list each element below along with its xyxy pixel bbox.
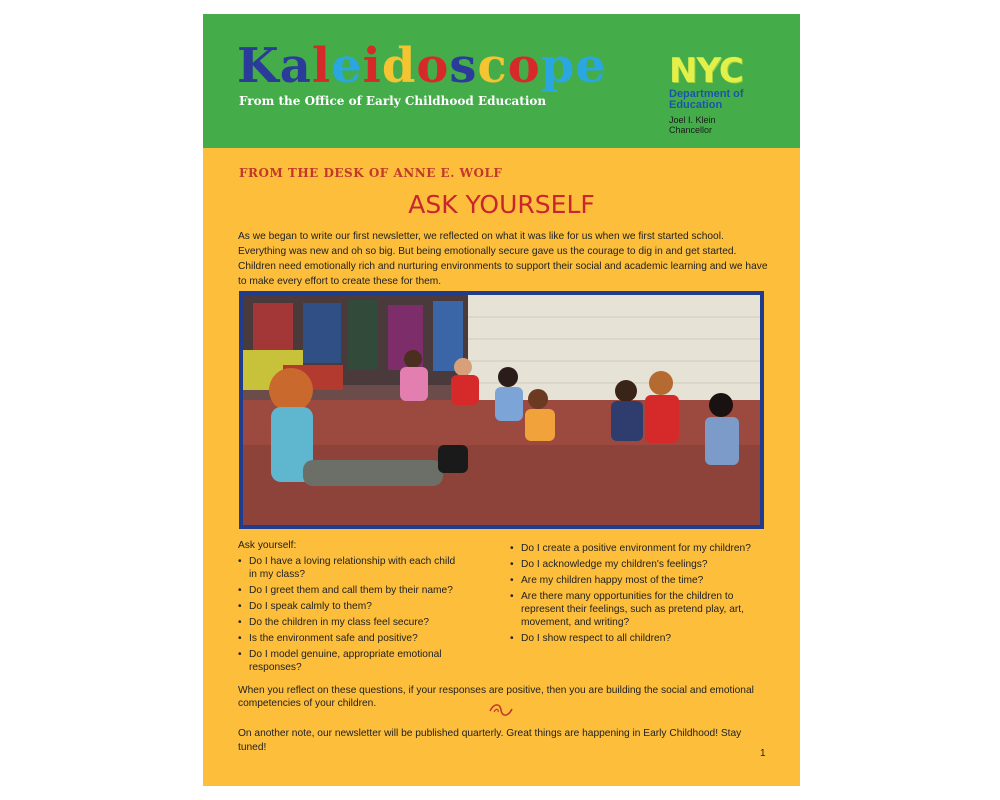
chancellor-info <box>669 115 779 135</box>
question-item: • Do I greet them and call them by their name? <box>238 584 463 597</box>
tagline: From the Office of Early Childhood Education <box>239 94 547 108</box>
masthead <box>203 14 800 148</box>
questions-left-list <box>238 555 463 677</box>
question-item: • Do I acknowledge my children's feelings? <box>510 558 768 571</box>
question-item: • Do the children in my class feel secure? <box>238 616 463 629</box>
classroom-photo-illustration <box>243 295 760 525</box>
questions-right-list <box>510 542 768 648</box>
flourish-ornament-icon <box>488 703 514 717</box>
question-item: • Do I show respect to all children? <box>510 632 768 645</box>
brand-letter: s <box>449 38 478 94</box>
newsletter-page <box>203 14 800 786</box>
brand-letter: e <box>575 38 607 94</box>
brand-letter: o <box>416 38 450 94</box>
closing-note: On another note, our newsletter will be published quarterly. Great things are happening in Early Childhood! Stay tuned! <box>238 728 742 753</box>
questions-section <box>238 539 768 673</box>
nyc-logo: NYC <box>669 51 743 91</box>
brand-letter: i <box>362 38 382 94</box>
question-item: • Do I create a positive environment for my children? <box>510 542 768 555</box>
desk-byline: FROM THE DESK OF ANNE E. WOLF <box>239 166 503 180</box>
classroom-photo <box>239 291 764 529</box>
question-item: • Do I speak calmly to them? <box>238 600 463 613</box>
closing-paragraph: When you reflect on these questions, if your responses are positive, then you are building the social and emotional competencies of your children. <box>238 685 754 709</box>
question-item: • Are my children happy most of the time? <box>510 574 768 587</box>
article-headline: ASK YOURSELF <box>408 190 595 219</box>
brand-letter: K <box>237 38 280 94</box>
kaleidoscope-logo <box>237 38 607 94</box>
chancellor-title: Chancellor <box>669 125 713 135</box>
question-item: • Do I have a loving relationship with each child in my class? <box>238 555 463 581</box>
brand-letter: l <box>311 38 332 94</box>
questions-lead: Ask yourself: <box>238 540 297 551</box>
question-item: • Do I model genuine, appropriate emotional responses? <box>238 648 463 674</box>
question-item: • Is the environment safe and positive? <box>238 632 463 645</box>
brand-letter: c <box>477 38 508 94</box>
brand-letter: e <box>331 38 363 94</box>
brand-letter: a <box>279 38 312 94</box>
brand-letter: d <box>381 38 417 94</box>
department-name: Department of Education <box>669 88 744 111</box>
intro-paragraph: As we began to write our first newsletter, we reflected on what it was like for us when we first started school. Everything was new and oh so big. But being emotionally secure gave us the courage to dig in and get started. Children need emotionally rich and nurturing environments to support their social and academic learning and we have to make every effort to create these for them. <box>238 231 768 287</box>
question-item: • Are there many opportunities for the children to represent their feelings, such as pretend play, art, movement, and writing? <box>510 590 768 629</box>
chancellor-name: Joel I. Klein <box>669 115 716 125</box>
brand-letter: p <box>540 38 576 94</box>
doe-logo-block <box>669 51 779 135</box>
brand-letter: o <box>507 38 541 94</box>
page-number: 1 <box>760 748 766 759</box>
